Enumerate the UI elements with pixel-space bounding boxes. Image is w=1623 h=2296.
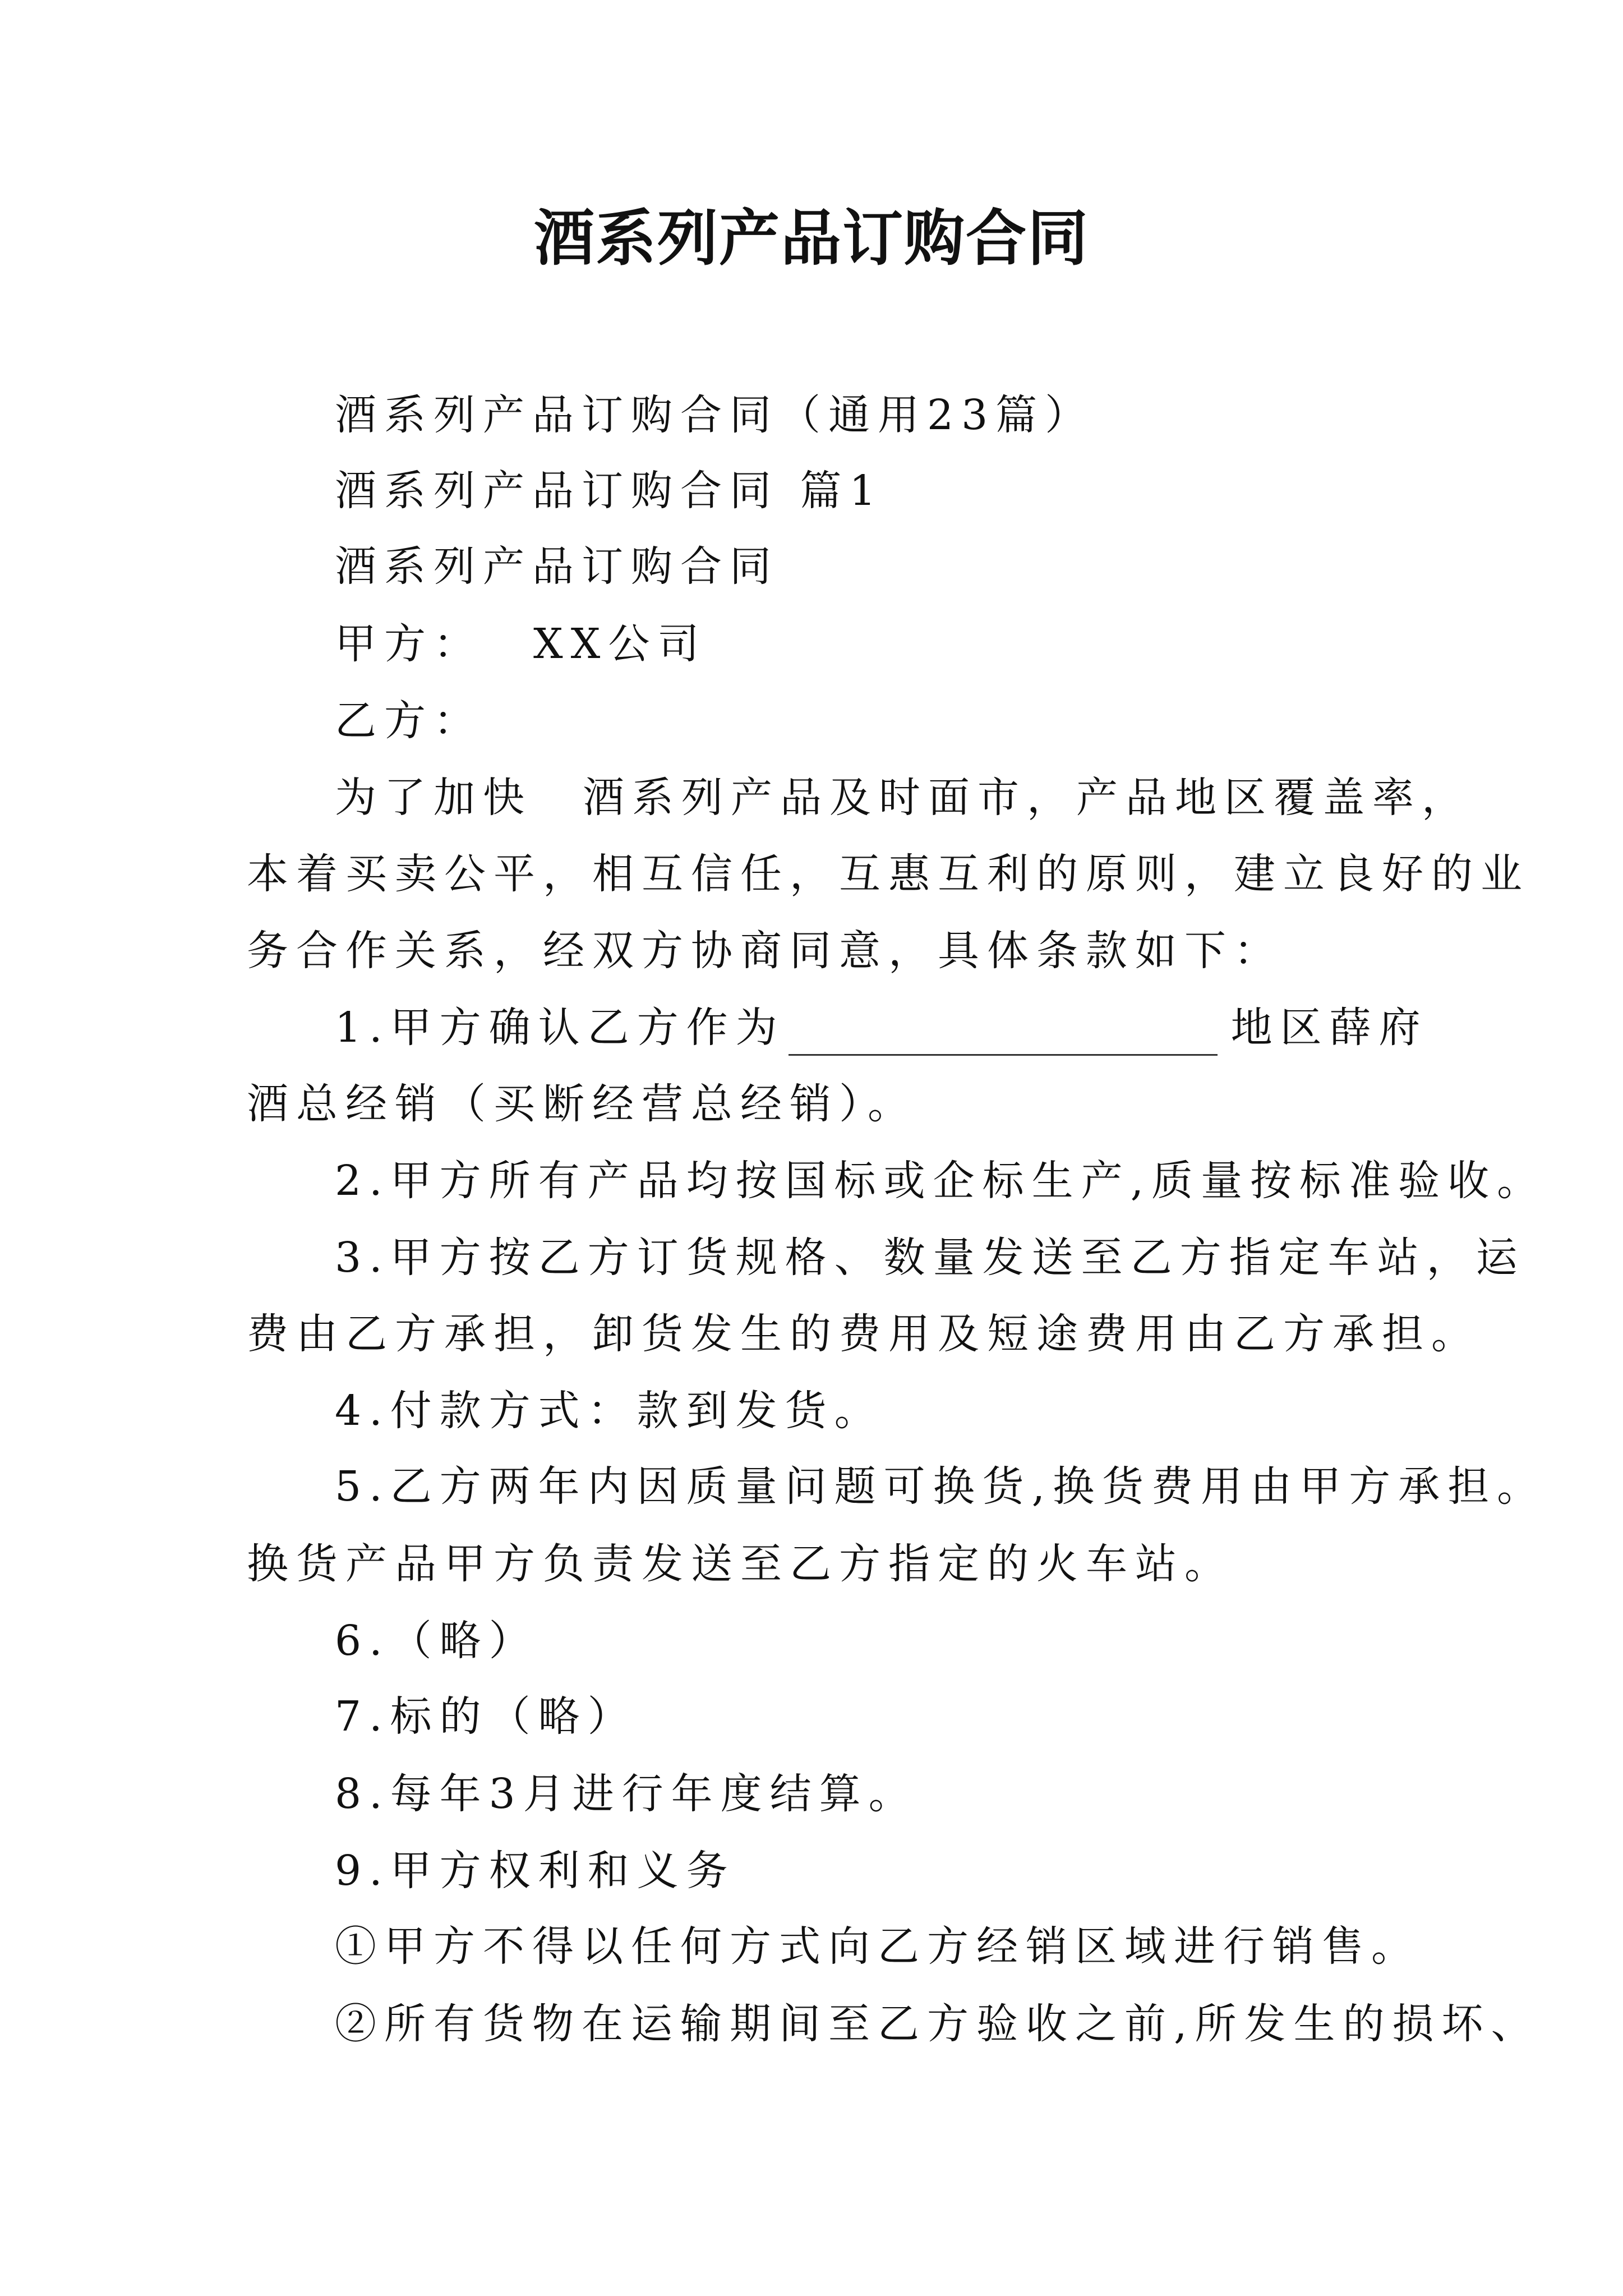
clause-3-line-1: 3.甲方按乙方订货规格、数量发送至乙方指定车站，运: [335, 1234, 1525, 1282]
clause-6: 6.（略）: [335, 1617, 538, 1665]
clause-3-line-2: 费由乙方承担，卸货发生的费用及短途费用由乙方承担。: [247, 1310, 1481, 1358]
clause-1-text-b: 地区薛府: [1230, 1004, 1428, 1052]
clause-8: 8.每年3月进行年度结算。: [335, 1770, 918, 1818]
subtitle-line: 酒系列产品订购合同（通用23篇）: [335, 391, 1095, 439]
intro-text-a: 为了加快: [335, 774, 532, 822]
intro-line-1: [335, 770, 1471, 826]
clause-9-item-2: ②所有货物在运输期间至乙方验收之前,所发生的损坏、: [335, 2000, 1541, 2048]
clause-9: 9.甲方权利和义务: [335, 1847, 736, 1895]
clause-7: 7.标的（略）: [335, 1692, 637, 1741]
intro-line-2: 本着买卖公平，相互信任，互惠互利的原则，建立良好的业: [247, 850, 1530, 898]
clause-1-line-2: 酒总经销（买断经营总经销）。: [247, 1080, 917, 1128]
party-b-line: 乙方：: [335, 697, 483, 745]
clause-1-line-1: [335, 1000, 1428, 1056]
contract-heading: 酒系列产品订购合同: [335, 542, 779, 591]
region-blank-field[interactable]: [789, 1015, 1218, 1056]
clause-1-text-a: 1.甲方确认乙方作为: [335, 1004, 785, 1052]
party-a-value: XX公司: [533, 620, 707, 668]
clause-5-line-1: 5.乙方两年内因质量问题可换货,换货费用由甲方承担。: [335, 1462, 1547, 1511]
clause-4: 4.付款方式：款到发货。: [335, 1387, 884, 1435]
clause-5-line-2: 换货产品甲方负责发送至乙方指定的火车站。: [247, 1540, 1234, 1588]
party-a-line: [335, 616, 707, 672]
party-a-label: 甲方：: [335, 620, 483, 668]
clause-9-item-1: ①甲方不得以任何方式向乙方经销区域进行销售。: [335, 1922, 1421, 1971]
chapter-line: 酒系列产品订购合同 篇1: [335, 467, 884, 515]
intro-line-3: 务合作关系，经双方协商同意，具体条款如下：: [247, 927, 1283, 975]
document-title: 酒系列产品订购合同: [533, 203, 1089, 274]
intro-text-b: 酒系列产品及时面市，产品地区覆盖率，: [583, 774, 1471, 822]
clause-2: 2.甲方所有产品均按国标或企标生产,质量按标准验收。: [335, 1157, 1547, 1205]
